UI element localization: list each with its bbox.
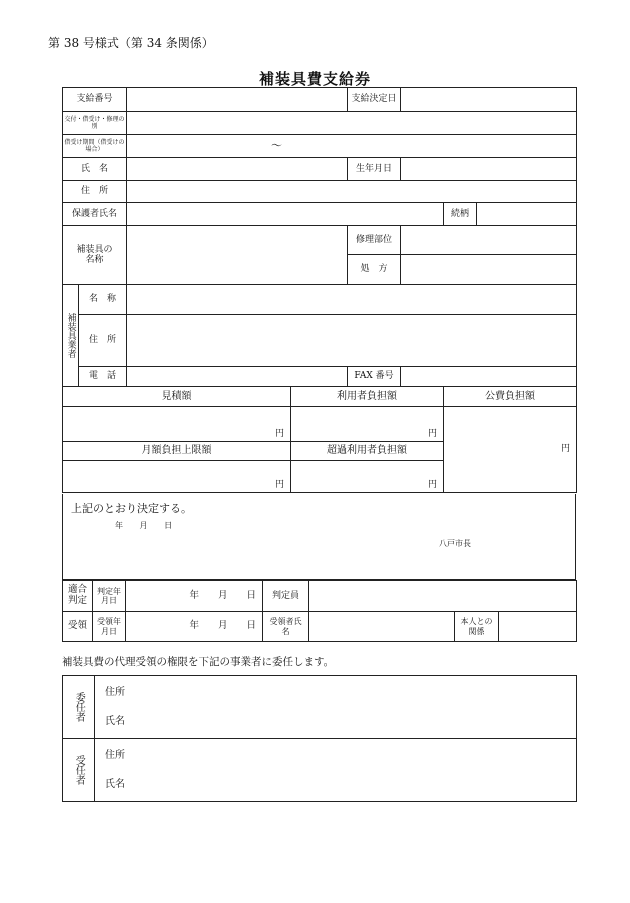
fit-label: 適合判定 — [67, 584, 87, 606]
relation-to-person-label-cell — [455, 612, 499, 642]
guardian-name-label: 保護者氏名 — [63, 203, 127, 226]
decision-box — [62, 494, 576, 580]
delegator-address-label: 住所 — [105, 687, 125, 698]
delegatee-fields[interactable] — [95, 739, 577, 802]
address-label: 住 所 — [63, 181, 127, 203]
receipt-label: 受領 — [63, 612, 93, 642]
fax-label: FAX 番号 — [348, 367, 401, 387]
main-form-table — [62, 87, 577, 493]
delegator-fields[interactable] — [95, 676, 577, 739]
vendor-label: 補装具業者 — [65, 313, 76, 358]
guardian-name-field[interactable] — [127, 203, 444, 226]
delegator-label: 委任者 — [73, 692, 85, 722]
judge-date-field[interactable]: 年 月 日 — [126, 581, 263, 612]
delegatee-label-cell — [63, 739, 95, 802]
monthly-cap-field[interactable]: 円 — [63, 461, 291, 493]
phone-field[interactable] — [127, 367, 348, 387]
fax-field[interactable] — [401, 367, 577, 387]
category-field[interactable] — [127, 112, 577, 135]
form-number: 第 38 号様式（第 34 条関係） — [48, 36, 214, 50]
rental-period-label: 借受け期間（借受けの場合） — [63, 135, 127, 158]
decision-date-field[interactable] — [401, 88, 577, 112]
delegatee-name-label: 氏名 — [105, 779, 125, 790]
delegatee-label: 受任者 — [73, 755, 85, 785]
phone-label: 電 話 — [79, 367, 127, 387]
receiver-name-label-cell — [263, 612, 309, 642]
decision-date-label: 支給決定日 — [348, 88, 401, 112]
user-burden-label: 利用者負担額 — [291, 387, 444, 407]
repair-part-label: 修理部位 — [348, 226, 401, 255]
fit-label-cell — [63, 581, 93, 612]
judge-label: 判定員 — [263, 581, 309, 612]
judge-field[interactable] — [309, 581, 577, 612]
vendor-address-field[interactable] — [127, 315, 577, 367]
excess-burden-label: 超過利用者負担額 — [291, 442, 444, 461]
delegation-note: 補装具費の代理受領の権限を下記の事業者に委任します。 — [62, 656, 335, 668]
receiver-name-field[interactable] — [309, 612, 455, 642]
vendor-label-cell — [63, 285, 79, 387]
name-field[interactable] — [127, 158, 348, 181]
decision-statement: 上記のとおり決定する。 — [71, 502, 192, 515]
page-title: 補装具費支給券 — [258, 70, 371, 88]
relation-to-person-field[interactable] — [499, 612, 577, 642]
birthdate-label: 生年月日 — [348, 158, 401, 181]
receipt-date-field[interactable]: 年 月 日 — [126, 612, 263, 642]
category-label: 交付・借受け・修理の別 — [63, 112, 127, 135]
mayor-title: 八戸市長 — [439, 539, 471, 548]
vendor-address-label: 住 所 — [79, 315, 127, 367]
delegator-name-label: 氏名 — [105, 716, 125, 727]
prescription-field[interactable] — [401, 255, 577, 285]
vendor-name-label: 名 称 — [79, 285, 127, 315]
rental-period-field[interactable]: ～ — [127, 135, 577, 158]
decision-date: 年 月 日 — [115, 521, 173, 530]
judge-date-label-cell — [93, 581, 126, 612]
receipt-date-label: 受領年月日 — [97, 617, 121, 636]
judge-date-label: 判定年月日 — [97, 586, 121, 605]
excess-burden-field[interactable]: 円 — [291, 461, 444, 493]
monthly-cap-label: 月額負担上限額 — [63, 442, 291, 461]
vendor-name-field[interactable] — [127, 285, 577, 315]
name-label: 氏 名 — [63, 158, 127, 181]
device-name-label-text: 補装具の名称 — [76, 244, 113, 265]
public-burden-field[interactable]: 円 — [444, 407, 577, 493]
address-field[interactable] — [127, 181, 577, 203]
receiver-name-label: 受領者氏名 — [269, 617, 302, 636]
user-burden-field[interactable]: 円 — [291, 407, 444, 442]
payment-number-label: 支給番号 — [63, 88, 127, 112]
estimate-field[interactable]: 円 — [63, 407, 291, 442]
device-name-field[interactable] — [127, 226, 348, 285]
public-burden-label: 公費負担額 — [444, 387, 577, 407]
payment-number-field[interactable] — [127, 88, 348, 112]
relation-to-person-label: 本人との関係 — [460, 617, 493, 636]
estimate-label: 見積額 — [63, 387, 291, 407]
relationship-label: 続柄 — [444, 203, 477, 226]
prescription-label: 処 方 — [348, 255, 401, 285]
repair-part-field[interactable] — [401, 226, 577, 255]
relationship-field[interactable] — [477, 203, 577, 226]
delegatee-address-label: 住所 — [105, 750, 125, 761]
birthdate-field[interactable] — [401, 158, 577, 181]
device-name-label — [63, 226, 127, 285]
judgement-table — [62, 580, 577, 642]
receipt-date-label-cell — [93, 612, 126, 642]
delegation-table — [62, 675, 577, 802]
delegator-label-cell — [63, 676, 95, 739]
